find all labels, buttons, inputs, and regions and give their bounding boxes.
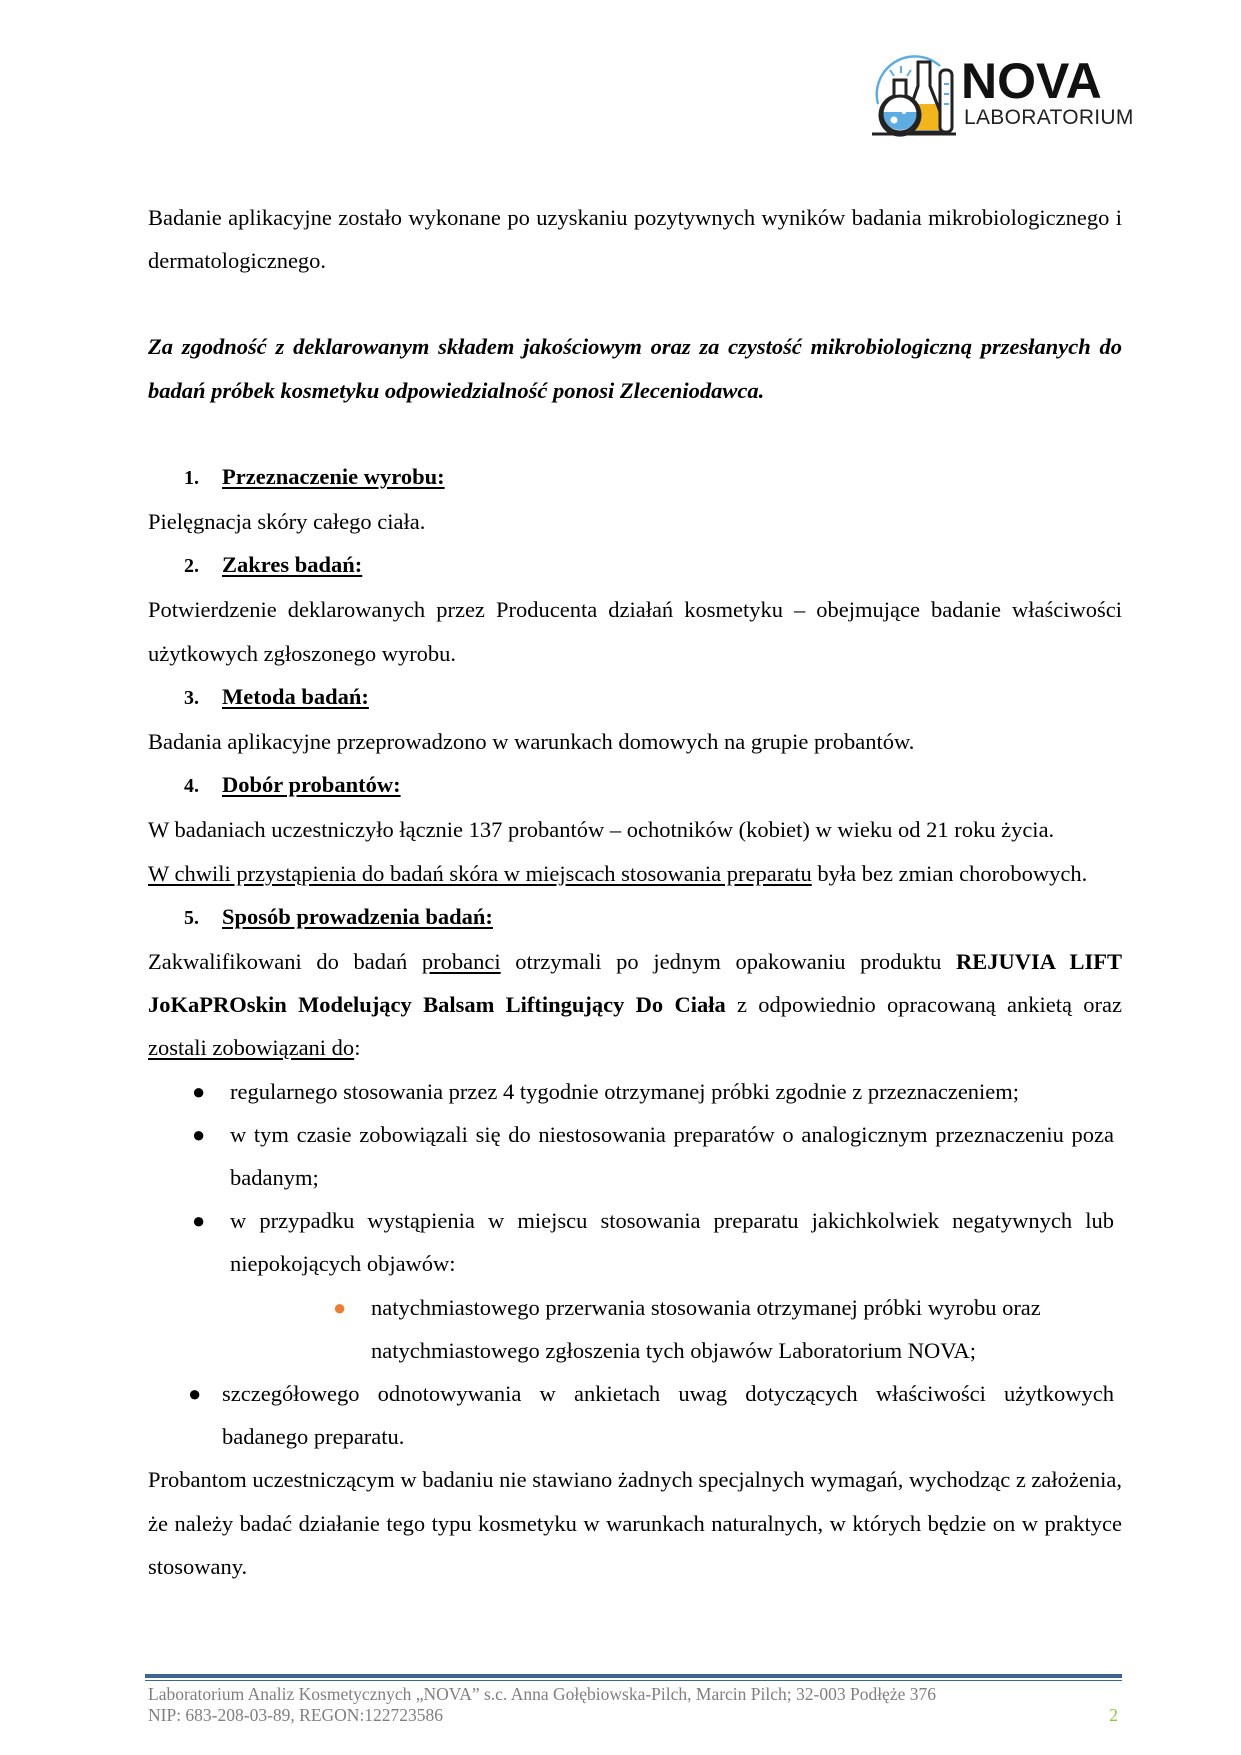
footer-divider xyxy=(145,1674,1122,1681)
bullet-icon: ● xyxy=(192,1121,206,1147)
closing-paragraph: Probantom uczestniczącym w badaniu nie stawiano żadnych specjalnych wymagań, wychodząc z założenia, że należy badać działanie tego typu kosmetyku w warunkach naturalnych, w których będzie on w praktyce stosowany. xyxy=(148,1467,1122,1579)
section-title: Metoda badań: xyxy=(222,683,369,709)
note-rest: była bez zmian chorobowych. xyxy=(811,860,1088,886)
list-item-text: regularnego stosowania przez 4 tygodnie otrzymanej próbki zgodnie z przeznaczeniem; xyxy=(230,1078,1020,1104)
section-heading-2 xyxy=(148,543,1122,588)
section-body-5 xyxy=(148,940,1122,1070)
section-note-4 xyxy=(148,852,1122,895)
bullet-icon: ● xyxy=(188,1381,202,1407)
product-name: REJUVIA LIFT JoKaPROskin Modelujący Balsam Liftingujący Do Ciała xyxy=(148,949,1122,1018)
section-heading-4 xyxy=(148,763,1122,808)
underlined-text: probanci xyxy=(421,949,501,975)
text-run: z odpowiednio opracowaną ankietą oraz xyxy=(725,992,1122,1018)
list-item xyxy=(148,1372,1122,1458)
section-number: 4. xyxy=(184,775,199,798)
underlined-text: zostali zobowiązani do xyxy=(148,1035,355,1061)
list-item-text: w przypadku wystąpienia w miejscu stosowania preparatu jakichkolwiek negatywnych lub niepokojących objawów: xyxy=(230,1208,1114,1277)
page-footer xyxy=(148,1684,1122,1726)
section-body-1: Pielęgnacja skóry całego ciała. xyxy=(148,509,426,535)
list-item-text: w tym czasie zobowiązali się do niestosowania preparatów o analogicznym przeznaczeniu poza badanym; xyxy=(230,1121,1114,1191)
section-body-4: W badaniach uczestniczyło łącznie 137 probantów – ochotników (kobiet) w wieku od 21 roku życia. xyxy=(148,817,1055,843)
list-item-text: natychmiastowego przerwania stosowania otrzymanej próbki wyrobu oraz natychmiastowego zgłoszenia tych objawów Laboratorium NOVA; xyxy=(371,1294,1041,1363)
section-title: Zakres badań: xyxy=(222,552,363,578)
text-run: otrzymali po jednym opakowaniu produktu xyxy=(500,949,957,975)
disclaimer-paragraph: Za zgodność z deklarowanym składem jakościowym oraz za czystość mikrobiologiczną przesłanych do badań próbek kosmetyku odpowiedzialność ponosi Zleceniodawca. xyxy=(148,334,1122,403)
intro-paragraph: Badanie aplikacyjne zostało wykonane po uzyskaniu pozytywnych wyników badania mikrobiologicznego i dermatologicznego. xyxy=(148,205,1122,274)
nova-logo xyxy=(868,52,1134,142)
section-title: Przeznaczenie wyrobu: xyxy=(222,463,445,489)
document-body xyxy=(148,196,1122,1588)
list-item-text: szczegółowego odnotowywania w ankietach uwag dotyczących właściwości użytkowych badanego preparatu. xyxy=(222,1381,1114,1450)
footer-company-line: Laboratorium Analiz Kosmetycznych „NOVA” s.c. Anna Gołębiowska-Pilch, Marcin Pilch; 32-003 Podłęże 376 xyxy=(148,1684,936,1704)
page-number: 2 xyxy=(1109,1705,1118,1725)
section-body-3: Badania aplikacyjne przeprowadzono w warunkach domowych na grupie probantów. xyxy=(148,729,915,755)
list-item xyxy=(148,1199,1122,1285)
list-item xyxy=(148,1070,1122,1113)
section-heading-1 xyxy=(148,455,1122,500)
lab-flasks-icon xyxy=(868,52,963,142)
section-heading-3 xyxy=(148,675,1122,720)
logo-subtitle: LABORATORIUM xyxy=(964,106,1134,129)
section-heading-5 xyxy=(148,895,1122,940)
note-underlined: W chwili przystąpienia do badań skóra w miejscach stosowania preparatu xyxy=(148,860,812,886)
text-run: Zakwalifikowani do badań xyxy=(148,949,422,975)
sub-list-item xyxy=(148,1286,1122,1372)
logo-title: NOVA xyxy=(961,53,1102,109)
section-number: 5. xyxy=(184,906,199,929)
section-number: 2. xyxy=(184,555,199,578)
sub-obligations-list xyxy=(148,1286,1122,1372)
footer-registration-line: NIP: 683-208-03-89, REGON:122723586 xyxy=(148,1705,444,1725)
bullet-icon: ● xyxy=(192,1208,206,1234)
obligations-list-continued xyxy=(148,1372,1122,1458)
list-item xyxy=(148,1113,1122,1199)
section-number: 3. xyxy=(184,686,199,709)
text-run: : xyxy=(354,1035,361,1061)
section-title: Sposób prowadzenia badań: xyxy=(222,903,493,929)
section-title: Dobór probantów: xyxy=(222,772,401,798)
section-body-2: Potwierdzenie deklarowanych przez Producenta działań kosmetyku – obejmujące badanie właściwości użytkowych zgłoszonego wyrobu. xyxy=(148,597,1122,666)
orange-bullet-icon: ● xyxy=(333,1294,347,1320)
bullet-icon: ● xyxy=(192,1078,206,1104)
obligations-list xyxy=(148,1070,1122,1286)
section-number: 1. xyxy=(184,466,199,489)
